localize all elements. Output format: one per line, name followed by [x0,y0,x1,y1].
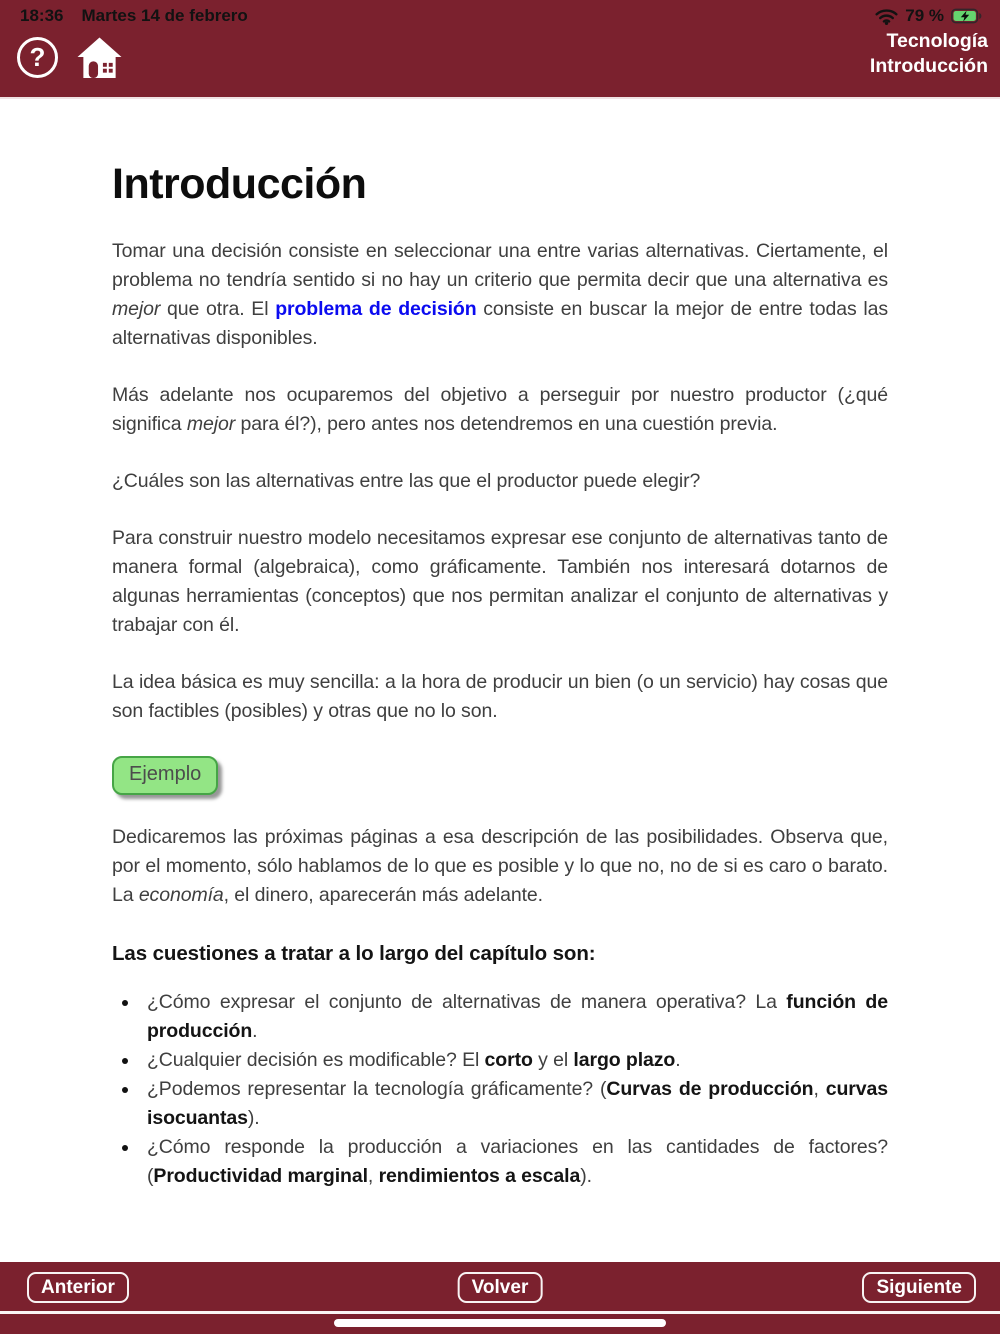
text-segment: rendimientos a escala [378,1165,581,1187]
text-segment: Curvas de producción [606,1078,814,1100]
example-button[interactable]: Ejemplo [112,756,218,795]
paragraph [112,823,888,910]
text-segment: consiste en buscar la mejor de entre todas las alternativas disponibles. [112,298,888,349]
text-segment: economía [138,884,224,906]
help-icon[interactable]: ? [17,37,58,78]
text-segment: función de producción [147,991,888,1042]
decision-problem-link[interactable]: problema de decisión [275,298,477,320]
paragraph [112,467,888,496]
text-segment: mejor [112,298,161,320]
list-item [140,1046,888,1075]
text-segment: ¿Podemos representar la tecnología gráficamente? ( [147,1078,607,1100]
home-icon[interactable] [76,36,123,79]
text-segment: mejor [186,413,236,435]
text-segment: largo plazo [573,1049,676,1071]
text-segment: ). [247,1107,260,1129]
text-segment: . [675,1049,681,1071]
wifi-icon [875,8,898,25]
home-indicator[interactable] [334,1319,666,1327]
battery-percent: 79 % [905,6,944,25]
text-segment: Dedicaremos las próximas páginas a esa descripción de las posibilidades. Observa que, por el momento, sólo hablamos de lo que es posible y lo que no, no de si es caro o barato. La [112,826,888,906]
paragraph [112,381,888,439]
status-time: 18:36 [20,6,64,25]
text-segment: Tomar una decisión consiste en seleccionar una entre varias alternativas. Ciertamente, el problema no tendría sentido si no hay un criterio que permita decir que una alternativa es [112,240,888,291]
text-segment: ). [580,1165,592,1187]
paragraph [112,524,888,640]
page-content [0,101,1000,1262]
bottom-divider [0,1311,1000,1314]
text-segment: curvas isocuantas [147,1078,888,1129]
text-segment: Más adelante nos ocuparemos del objetivo a perseguir por nuestro productor (¿qué significa [112,384,888,435]
text-segment: y el [532,1049,574,1071]
breadcrumb-page: Introducción [869,55,988,77]
text-segment: , [813,1078,826,1100]
text-segment: , el dinero, aparecerán más adelante. [223,884,543,906]
list-item [140,1075,888,1133]
battery-charging-icon [951,8,982,24]
status-bar [0,0,1000,26]
list-item [140,1133,888,1191]
text-segment: La idea básica es muy sencilla: a la hora de producir un bien (o un servicio) hay cosas que son factibles (posibles) y otras que no lo son. [112,671,888,722]
paragraph [112,668,888,726]
previous-button[interactable]: Anterior [27,1272,129,1303]
header-toolbar [0,26,1000,96]
top-chrome [0,0,1000,99]
next-button[interactable]: Siguiente [862,1272,976,1303]
status-right [875,6,982,26]
breadcrumb-section: Tecnología [886,30,988,52]
text-segment: Para construir nuestro modelo necesitamos expresar ese conjunto de alternativas tanto de manera formal (algebraica), como gráficamente. También nos interesará dotarnos de algunas herramientas (conceptos) que nos permitan analizar el conjunto de alternativas y trabajar con él. [112,527,888,636]
breadcrumb [870,29,988,79]
text-segment: Productividad marginal [153,1165,368,1187]
text-segment: . [252,1020,258,1042]
text-segment: ¿Cómo expresar el conjunto de alternativas de manera operativa? La [147,991,787,1013]
list-item [140,988,888,1046]
page-title: Introducción [112,160,367,208]
text-segment: ¿Cómo responde la producción a variaciones en las cantidades de factores? ( [147,1136,888,1187]
text-segment: , [367,1165,379,1187]
paragraph [112,237,888,353]
text-segment: que otra. El [160,298,276,320]
topics-list [112,988,888,1191]
status-left [20,6,248,26]
text-segment: para él?), pero antes nos detendremos en una cuestión previa. [235,413,778,435]
text-segment: ¿Cuáles son las alternativas entre las que el productor puede elegir? [112,470,701,492]
text-segment: corto [484,1049,533,1071]
back-button[interactable]: Volver [458,1272,543,1303]
text-segment: ¿Cualquier decisión es modificable? El [147,1049,485,1071]
status-date: Martes 14 de febrero [81,6,248,25]
bottom-nav-bar [0,1262,1000,1334]
topics-heading: Las cuestiones a tratar a lo largo del capítulo son: [112,942,596,965]
